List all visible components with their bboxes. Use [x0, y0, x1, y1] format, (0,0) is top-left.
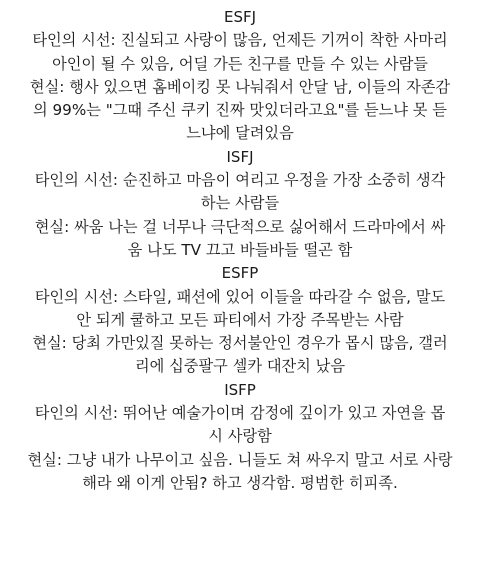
- perception-line: 타인의 시선: 순진하고 마음이 여리고 우정을 가장 소중히 생각: [34, 171, 446, 190]
- reality-line: 느냐에 달려있음: [186, 124, 294, 143]
- perception-line: 아인이 될 수 있음, 어딜 가든 친구를 만들 수 있는 사람들: [52, 54, 428, 73]
- perception-line: 타인의 시선: 스타일, 패션에 있어 이들을 따라갈 수 없음, 말도: [34, 287, 446, 306]
- reality-line: 해라 왜 이게 안됨? 하고 생각함. 평범한 히피족.: [82, 473, 398, 492]
- reality-line: 움 나도 TV 끄고 바들바들 떨곤 함: [127, 240, 353, 259]
- reality-line: 현실: 당최 가만있질 못하는 정서불안인 경우가 몹시 많음, 갤러: [32, 334, 448, 353]
- perception-line: 안 되게 쿨하고 모든 파티에서 가장 주목받는 사람: [76, 310, 404, 329]
- reality-line: 리에 십중팔구 셀카 대잔치 났음: [134, 357, 346, 376]
- section-heading-esfj: ESFJ: [223, 8, 257, 26]
- perception-line: 시 사랑함: [208, 427, 272, 446]
- reality-line: 의 99%는 "그때 주신 쿠키 진짜 맛있더라고요"를 듣느냐 못 듣: [33, 101, 447, 120]
- reality-line: 현실: 행사 있으면 홈베이킹 못 나눠줘서 안달 남, 이들의 자존감: [29, 77, 451, 96]
- reality-line: 현실: 그냥 내가 나무이고 싶음. 니들도 쳐 싸우지 말고 서로 사랑: [27, 450, 453, 469]
- perception-line: 타인의 시선: 진실되고 사랑이 많음, 언제든 기꺼이 착한 사마리: [32, 31, 448, 50]
- section-heading-isfj: ISFJ: [226, 147, 254, 166]
- perception-line: 타인의 시선: 뛰어난 예술가이며 감정에 깊이가 있고 자연을 몹: [34, 404, 446, 423]
- section-heading-isfp: ISFP: [224, 380, 256, 399]
- perception-line: 하는 사람들: [200, 194, 280, 213]
- section-heading-esfp: ESFP: [221, 264, 259, 283]
- reality-line: 현실: 싸움 나는 걸 너무나 극단적으로 싫어해서 드라마에서 싸: [34, 217, 446, 236]
